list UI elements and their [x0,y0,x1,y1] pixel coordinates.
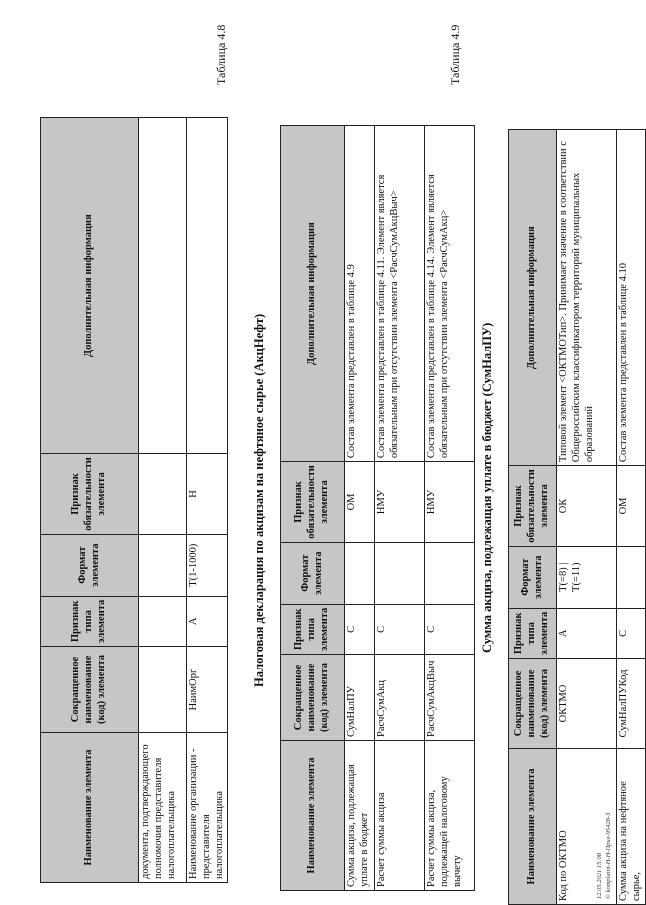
cell-type: С [617,608,646,658]
cell-info: Состав элемента представлен в таблице 4.14. Элемент является обязательным при отсутствии элемента <РасчСумАкц> [425,126,475,462]
col-header-info: Дополнительная информация [509,130,557,466]
col-header-info: Дополнительная информация [281,126,345,462]
cell-info: Состав элемента представлен в таблице 4.10 [617,130,646,466]
col-header-name: Наименование элемента [41,733,139,883]
cell-code: СумНалПУКод [617,659,646,749]
cell-info [187,118,228,454]
cell-required: ОМ [617,466,646,547]
col-header-type: Признак типа элемента [509,608,557,658]
table-continuation [40,117,228,883]
col-header-code: Сокращенное наименование (код) элемента [281,655,345,741]
table-row [139,118,187,883]
cell-name: Наименование организации - представителя налогоплательщика [187,733,228,883]
footer-line-1: 12.05.2021 15:08 [596,852,603,899]
cell-name: Расчет суммы акциза, подлежащей налоговому вычету [425,741,475,891]
cell-info: Состав элемента представлен в таблице 4.11. Элемент является обязательным при отсутствии элемента <РасчСумАкцВыч> [375,126,425,462]
cell-format [617,546,646,608]
cell-required: НМУ [375,462,425,543]
cell-name: Сумма акциза, подлежащая уплате в бюджет [345,741,375,891]
table-row [345,126,375,891]
cell-code: НаимОрг [187,647,228,733]
col-header-required: Признак обязательности элемента [509,466,557,547]
col-header-format: Формат элемента [509,546,557,608]
cell-info: Состав элемента представлен в таблице 4.9 [345,126,375,462]
col-header-required: Признак обязательности элемента [41,454,139,535]
cell-type: С [425,604,475,654]
cell-name: Расчет суммы акциза [375,741,425,891]
cell-format: T(1-1000) [187,534,228,596]
col-header-name: Наименование элемента [509,749,557,905]
footer-stamp [596,813,614,899]
cell-info [139,118,187,454]
table-4-9 [508,129,646,905]
cell-code: ОКТМО [557,659,617,749]
cell-type: С [375,604,425,654]
col-header-format: Формат элемента [281,542,345,604]
cell-name: документа, подтверждающего полномочия представителя налогоплательщика [139,733,187,883]
cell-type: С [345,604,375,654]
table-row [375,126,425,891]
table-4-8 [280,125,475,891]
cell-format [345,542,375,604]
cell-code: СумНалПУ [345,655,375,741]
col-header-name: Наименование элемента [281,741,345,891]
cell-info: Типовой элемент <ОКТМОТип>. Принимает значение в соответствии с Общероссийским классификатором территорий муниципальных образований [557,130,617,466]
cell-type: А [557,608,617,658]
table-4-9-title: Сумма акциза, подлежащая уплате в бюджет (СумНалПУ) [480,322,494,653]
col-header-format: Формат элемента [41,534,139,596]
table-row [557,130,617,905]
cell-code: РасчСумАкцВыч [425,655,475,741]
cell-format [375,542,425,604]
cell-format [425,542,475,604]
col-header-code: Сокращенное наименование (код) элемента [41,647,139,733]
table-row [187,118,228,883]
col-header-code: Сокращенное наименование (код) элемента [509,659,557,749]
cell-required: НМУ [425,462,475,543]
cell-format [139,534,187,596]
col-header-required: Признак обязательности элемента [281,462,345,543]
cell-name: Код по ОКТМО [557,749,617,905]
cell-code: РасчСумАкц [375,655,425,741]
cell-type: А [187,596,228,646]
cell-format: T(=8) | T(=11) [557,546,617,608]
cell-code [139,647,187,733]
cell-required: Н [187,454,228,535]
table-4-9-label: Таблица 4.9 [448,24,462,85]
table-4-8-label: Таблица 4.8 [214,24,228,85]
col-header-type: Признак типа элемента [281,604,345,654]
col-header-info: Дополнительная информация [41,118,139,454]
table-row [425,126,475,891]
cell-required [139,454,187,535]
cell-type [139,596,187,646]
table-4-8-title: Налоговая декларация по акцизам на нефтяное сырье (АкцНефт) [252,313,266,687]
cell-required: ОМ [345,462,375,543]
col-header-type: Признак типа элемента [41,596,139,646]
cell-name: Сумма акциза на нефтяное сырье, [617,749,646,905]
table-row [617,130,646,905]
cell-required: ОК [557,466,617,547]
footer-line-2: © komplaint-H-H-Прил-95428-3 [604,812,612,899]
